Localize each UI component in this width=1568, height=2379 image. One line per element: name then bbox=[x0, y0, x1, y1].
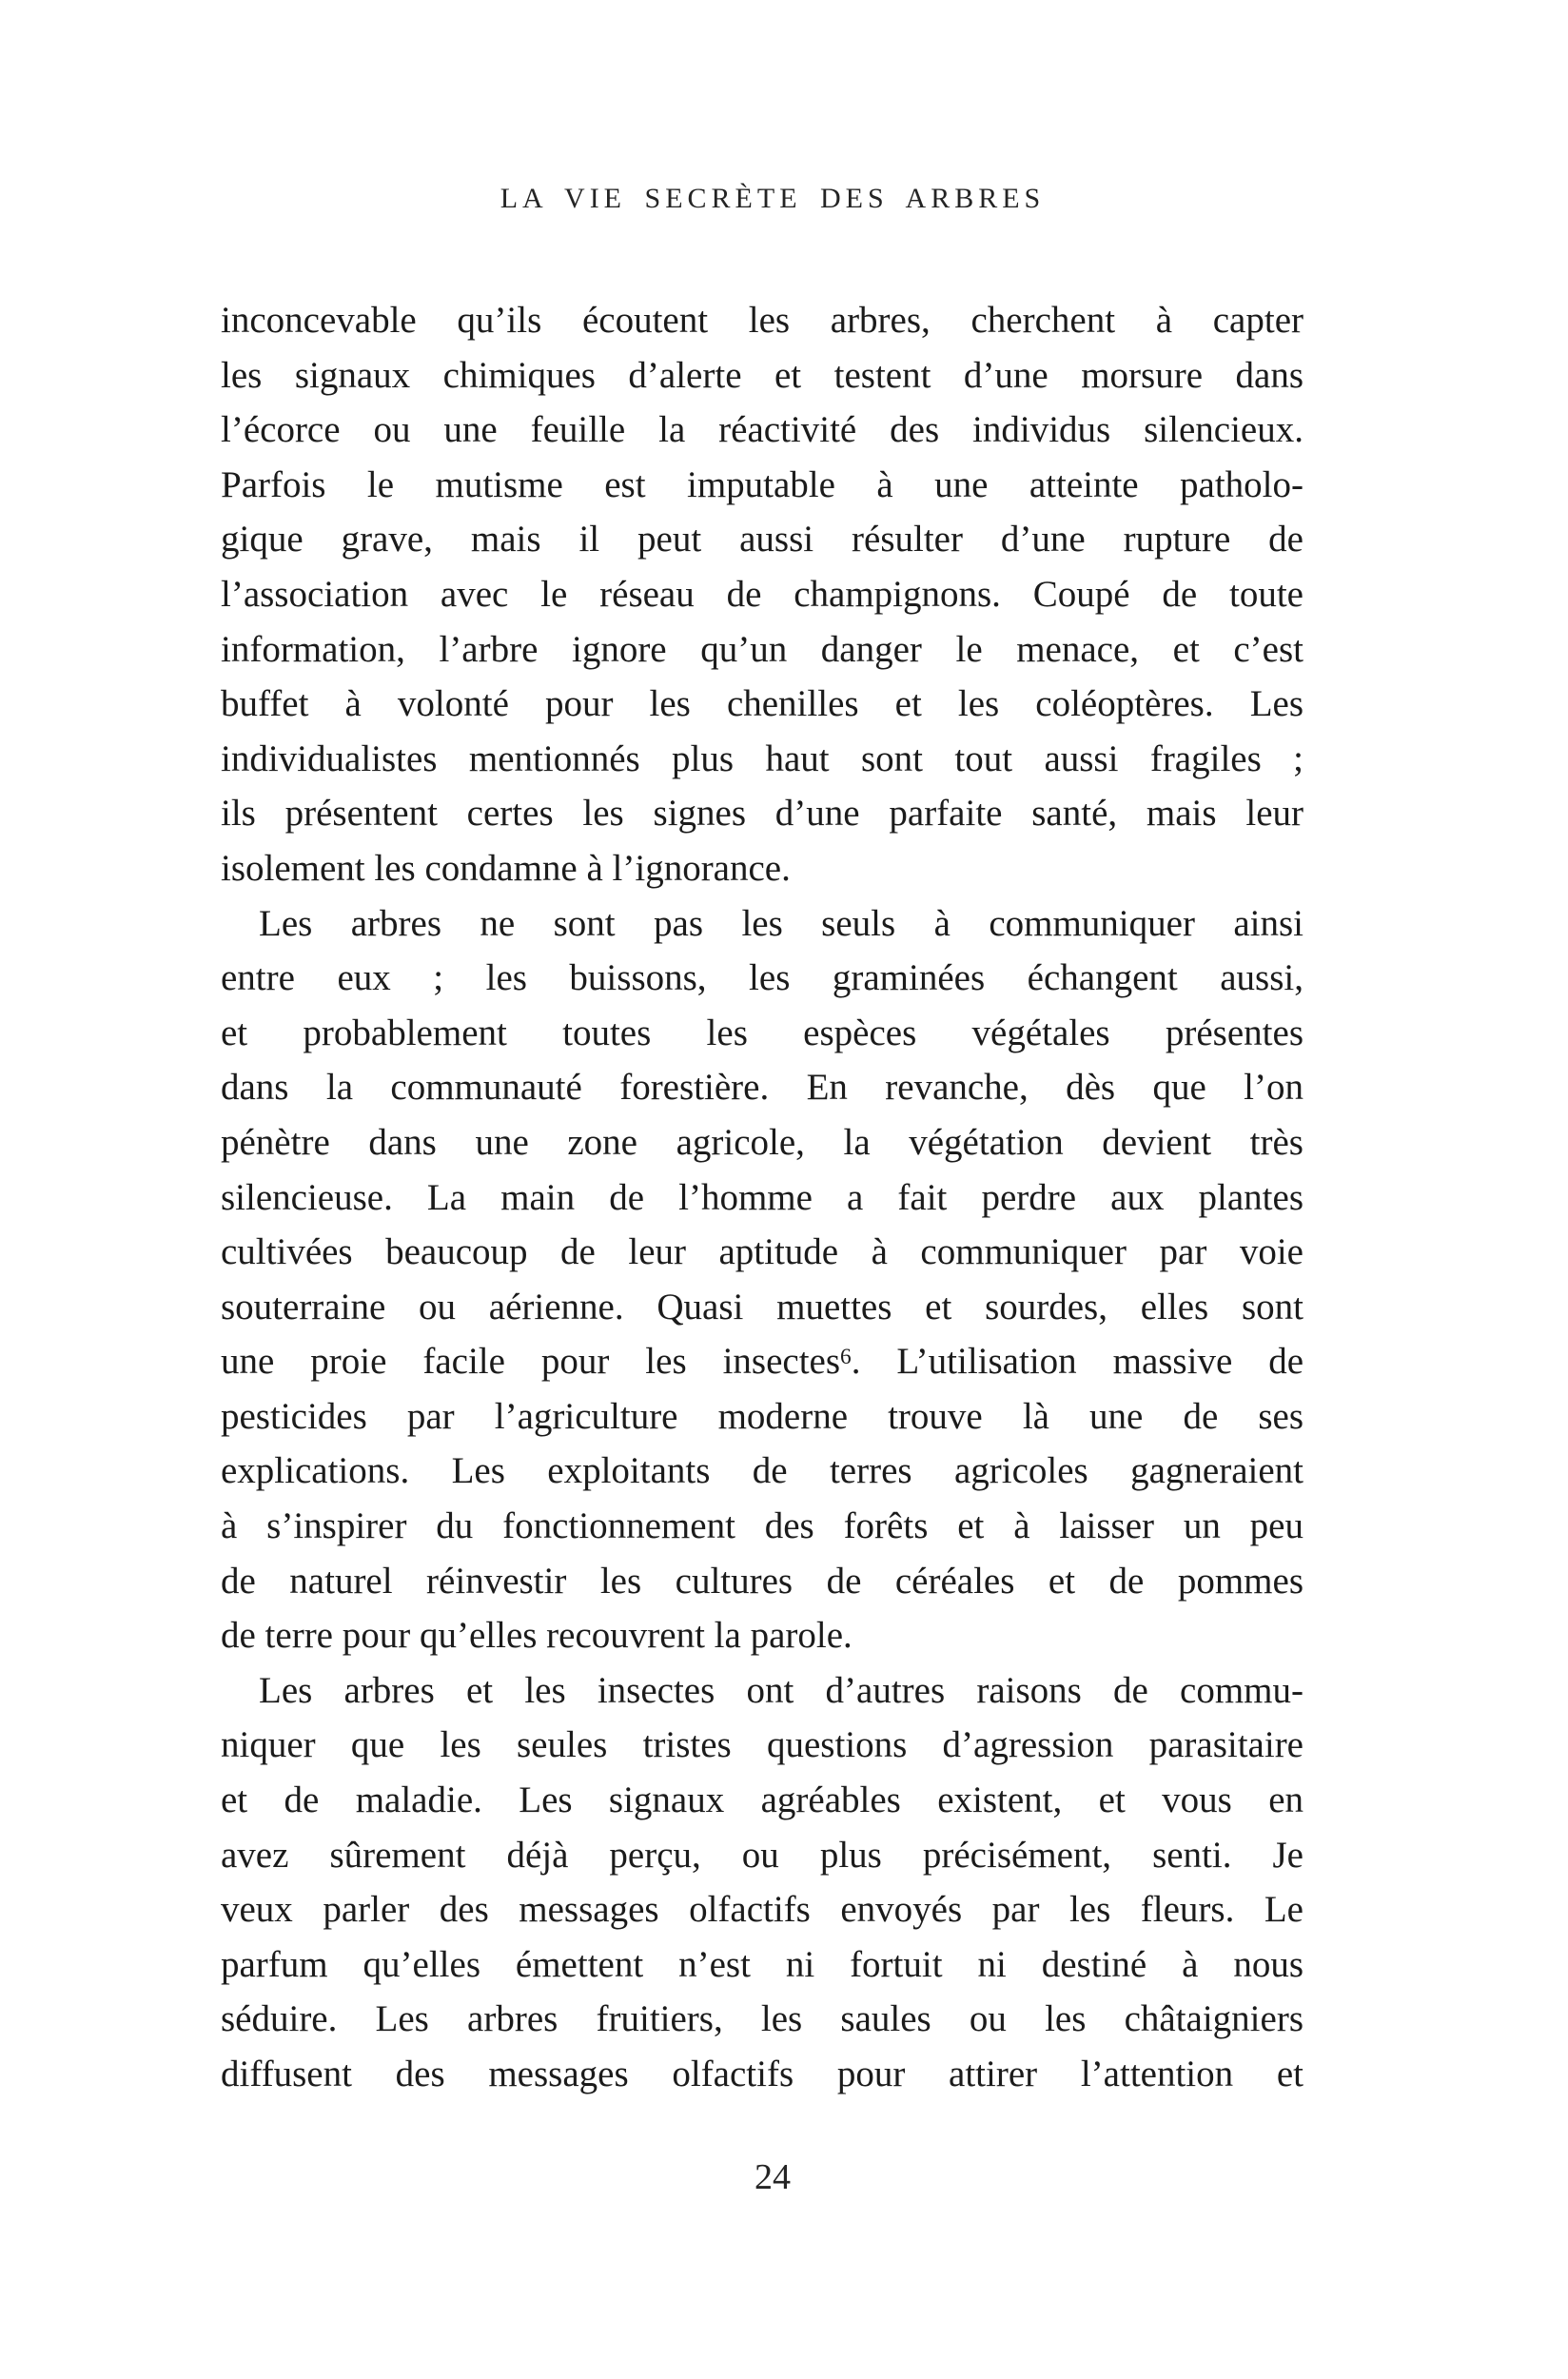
text-line: une proie facile pour les insectes$^6$. L’utilisation massive de bbox=[221, 1341, 1304, 1383]
text-line: silencieuse. La main de l’homme a fait perdre aux plantes bbox=[221, 1176, 1303, 1218]
footnote-reference: 6 bbox=[840, 1345, 852, 1370]
paragraph bbox=[221, 1663, 1303, 2102]
text-line: pénètre dans une zone agricole, la végétation devient très bbox=[221, 1121, 1303, 1163]
text-line: isolement les condamne à l’ignorance. bbox=[221, 847, 791, 889]
text-line: à s’inspirer du fonctionnement des forêts et à laisser un peu bbox=[221, 1505, 1303, 1547]
text-line: information, l’arbre ignore qu’un danger le menace, et c’est bbox=[221, 628, 1303, 670]
text-line: l’association avec le réseau de champignons. Coupé de toute bbox=[221, 573, 1303, 615]
running-head-title: LA VIE SECRÈTE DES ARBRES bbox=[500, 183, 1046, 214]
text-line: souterraine ou aérienne. Quasi muettes et sourdes, elles sont bbox=[221, 1286, 1303, 1327]
text-line: inconcevable qu’ils écoutent les arbres, cherchent à capter bbox=[221, 300, 1303, 341]
text-line: cultivées beaucoup de leur aptitude à communiquer par voie bbox=[221, 1231, 1303, 1273]
text-line: individualistes mentionnés plus haut sont tout aussi fragiles ; bbox=[221, 737, 1303, 779]
text-line: gique grave, mais il peut aussi résulter d’une rupture de bbox=[221, 519, 1303, 560]
text-line: séduire. Les arbres fruitiers, les saules ou les châtaigniers bbox=[221, 1998, 1303, 2040]
text-line: et de maladie. Les signaux agréables existent, et vous en bbox=[221, 1779, 1303, 1821]
text-line: pesticides par l’agriculture moderne trouve là une de ses bbox=[221, 1395, 1303, 1437]
paragraph bbox=[221, 896, 1303, 1663]
text-line: ils présentent certes les signes d’une parfaite santé, mais leur bbox=[221, 793, 1303, 835]
text-line: Parfois le mutisme est imputable à une atteinte patholo- bbox=[221, 463, 1303, 505]
text-line: veux parler des messages olfactifs envoyés par les fleurs. Le bbox=[221, 1889, 1303, 1931]
text-line: diffusent des messages olfactifs pour attirer l’attention et bbox=[221, 2054, 1303, 2094]
text-line: de terre pour qu’elles recouvrent la parole. bbox=[221, 1615, 853, 1657]
text-line: dans la communauté forestière. En revanche, dès que l’on bbox=[221, 1067, 1303, 1109]
text-line: buffet à volonté pour les chenilles et les coléoptères. Les bbox=[221, 683, 1303, 725]
text-line: Les arbres ne sont pas les seuls à communiquer ainsi bbox=[259, 902, 1303, 944]
text-line: de naturel réinvestir les cultures de céréales et de pommes bbox=[221, 1560, 1303, 1602]
text-line: l’écorce ou une feuille la réactivité des individus silencieux. bbox=[221, 409, 1303, 451]
text-line: niquer que les seules tristes questions d’agression parasitaire bbox=[221, 1724, 1303, 1766]
text-line: explications. Les exploitants de terres agricoles gagneraient bbox=[221, 1450, 1303, 1492]
paragraph bbox=[221, 293, 1303, 896]
text-line: entre eux ; les buissons, les graminées échangent aussi, bbox=[221, 957, 1303, 999]
text-line: et probablement toutes les espèces végétales présentes bbox=[221, 1012, 1303, 1053]
body-text bbox=[221, 293, 1303, 2102]
text-line: Les arbres et les insectes ont d’autres raisons de commu- bbox=[259, 1669, 1303, 1711]
text-line: parfum qu’elles émettent n’est ni fortuit ni destiné à nous bbox=[221, 1943, 1303, 1985]
text-line: avez sûrement déjà perçu, ou plus précisément, senti. Je bbox=[221, 1834, 1303, 1876]
page-number: 24 bbox=[755, 2157, 791, 2197]
text-line: les signaux chimiques d’alerte et testent d’une morsure dans bbox=[221, 354, 1303, 396]
